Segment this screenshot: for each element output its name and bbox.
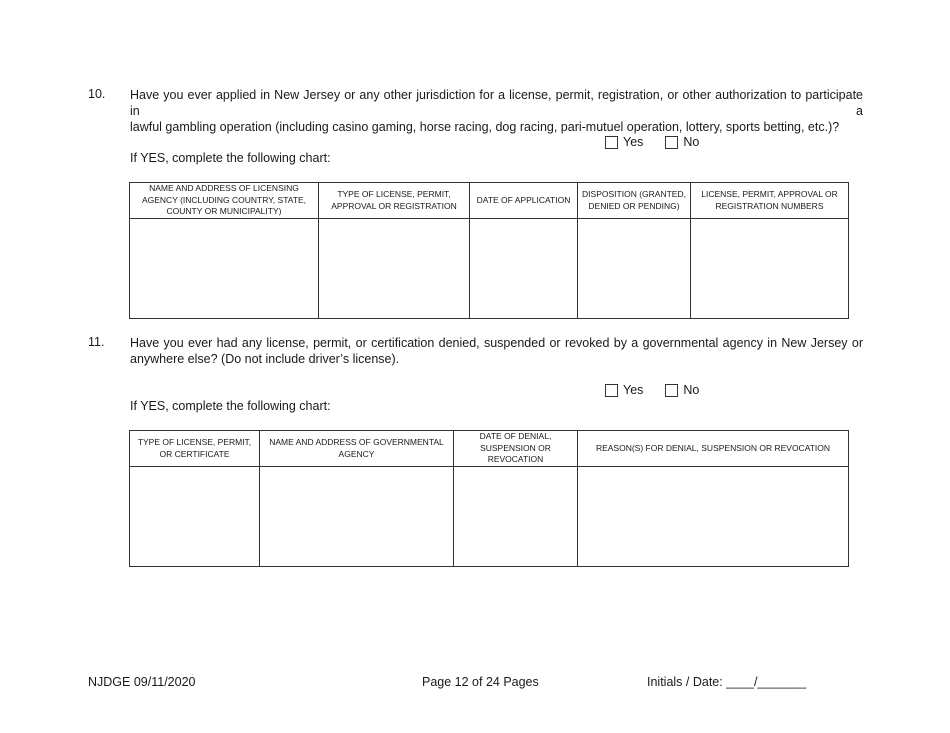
chart-10-cell-date[interactable] bbox=[470, 219, 578, 319]
chart-11-cell-date[interactable] bbox=[454, 467, 578, 567]
chart-10-col-date: DATE OF APPLICATION bbox=[470, 183, 578, 219]
chart-entry-row bbox=[130, 219, 849, 319]
chart-10-cell-numbers[interactable] bbox=[691, 219, 849, 319]
question-10-no-checkbox[interactable] bbox=[665, 136, 678, 149]
question-10-yes-label: Yes bbox=[623, 135, 644, 149]
question-11-number: 11. bbox=[88, 335, 105, 349]
footer-initials-date[interactable]: Initials / Date: ____/_______ bbox=[647, 675, 807, 689]
chart-10-col-type: TYPE OF LICENSE, PERMIT, APPROVAL OR REGISTRATION bbox=[319, 183, 470, 219]
footer-form-id: NJDGE 09/11/2020 bbox=[88, 675, 196, 689]
chart-10-col-agency: NAME AND ADDRESS OF LICENSING AGENCY (INCLUDING COUNTRY, STATE, COUNTY OR MUNICIPALITY) bbox=[130, 183, 319, 219]
question-11-text-line2: anywhere else? (Do not include driver’s license). bbox=[130, 352, 400, 366]
chart-11-cell-reasons[interactable] bbox=[578, 467, 849, 567]
chart-10-col-numbers: LICENSE, PERMIT, APPROVAL OR REGISTRATION NUMBERS bbox=[691, 183, 849, 219]
question-11-if-yes: If YES, complete the following chart: bbox=[130, 399, 331, 413]
question-10-if-yes: If YES, complete the following chart: bbox=[130, 151, 331, 165]
question-10-text-line2: lawful gambling operation (including casino gaming, horse racing, dog racing, pari-mutuel operation, lottery, sports betting, etc.)? bbox=[130, 120, 840, 134]
question-10-yes-no bbox=[605, 135, 699, 149]
question-10-chart bbox=[129, 182, 849, 319]
chart-10-cell-type[interactable] bbox=[319, 219, 470, 319]
chart-11-col-agency: NAME AND ADDRESS OF GOVERNMENTAL AGENCY bbox=[260, 431, 454, 467]
question-11-yes-label: Yes bbox=[623, 383, 644, 397]
chart-10-cell-disposition[interactable] bbox=[578, 219, 691, 319]
question-11-yes-checkbox[interactable] bbox=[605, 384, 618, 397]
chart-11-cell-type[interactable] bbox=[130, 467, 260, 567]
chart-11-cell-agency[interactable] bbox=[260, 467, 454, 567]
chart-header-row bbox=[130, 431, 849, 467]
question-10-no-label: No bbox=[683, 135, 700, 149]
chart-10-cell-agency[interactable] bbox=[130, 219, 319, 319]
question-10-yes-checkbox[interactable] bbox=[605, 136, 618, 149]
question-11-chart bbox=[129, 430, 849, 567]
chart-entry-row bbox=[130, 467, 849, 567]
question-11-no-label: No bbox=[683, 383, 700, 397]
footer-page-number: Page 12 of 24 Pages bbox=[422, 675, 539, 689]
chart-10-col-disposition: DISPOSITION (GRANTED, DENIED OR PENDING) bbox=[578, 183, 691, 219]
question-11-yes-no bbox=[605, 383, 699, 397]
question-11-text bbox=[130, 335, 863, 367]
question-11-no-checkbox[interactable] bbox=[665, 384, 678, 397]
question-10-number: 10. bbox=[88, 87, 106, 101]
question-10-text bbox=[130, 87, 863, 135]
chart-11-col-date: DATE OF DENIAL, SUSPENSION OR REVOCATION bbox=[454, 431, 578, 467]
chart-11-col-reasons: REASON(S) FOR DENIAL, SUSPENSION OR REVOCATION bbox=[578, 431, 849, 467]
chart-11-col-type: TYPE OF LICENSE, PERMIT, OR CERTIFICATE bbox=[130, 431, 260, 467]
chart-header-row bbox=[130, 183, 849, 219]
question-11-text-line1: Have you ever had any license, permit, or certification denied, suspended or revoked by a governmental agency in New Jersey or bbox=[130, 336, 863, 350]
question-10-text-line1: Have you ever applied in New Jersey or any other jurisdiction for a license, permit, registration, or other authorization to participate in a bbox=[130, 88, 863, 118]
